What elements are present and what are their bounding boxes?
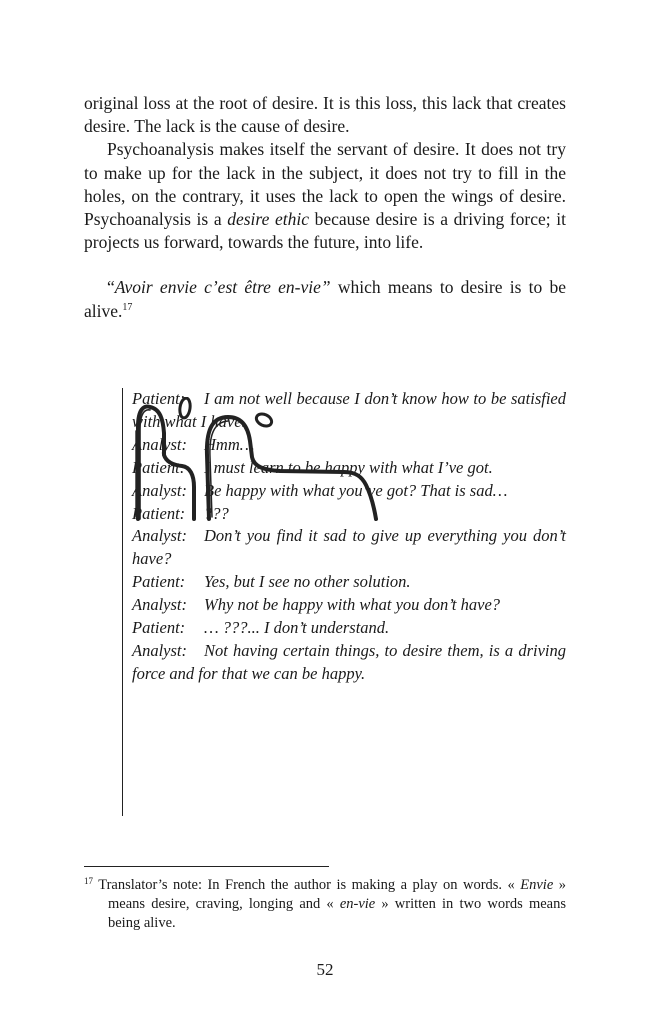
dialogue-speaker: Patient: bbox=[132, 503, 186, 523]
dialogue-text: Not having certain things, to desire them, is a driving force and for that we can be happy. bbox=[132, 640, 566, 683]
dialogue-speaker: Patient: bbox=[132, 457, 186, 477]
figure-analyst-body bbox=[207, 417, 376, 519]
dialogue-speaker: Patient: bbox=[132, 389, 186, 408]
footnote-term-envie: Envie bbox=[520, 877, 554, 893]
dialogue-line bbox=[132, 617, 566, 640]
footnote-17 bbox=[84, 876, 566, 933]
dialogue-text: I am not well because I don’t know how to be satisfied with what I have. bbox=[132, 389, 566, 431]
paragraph-2-text-a: Psychoanalysis makes itself the servant of desire. It does not try to make up for the lack in the subject, it does not try to fill in the holes, on the contrary, it uses the lack to open the wings of desire. Psychoanalysis is a bbox=[84, 139, 566, 230]
dialogue-line bbox=[132, 594, 566, 617]
footnote-text-a: Translator’s note: In French the author is making a play on words. « bbox=[93, 877, 521, 893]
footnote-text-c: » written in two words means being alive. bbox=[108, 896, 566, 931]
figure-patient-body bbox=[138, 407, 194, 519]
quote-french: Avoir envie c’est être en-vie” bbox=[114, 277, 331, 298]
footnote-rule bbox=[84, 866, 329, 867]
footnote-ref-17[interactable]: 17 bbox=[122, 301, 133, 313]
dialogue-line bbox=[132, 525, 566, 571]
dialogue-speaker: Analyst: bbox=[132, 480, 187, 500]
footnote-text-b: » means desire, craving, longing and « bbox=[108, 877, 567, 912]
dialogue-line bbox=[132, 571, 566, 594]
dialogue-text: Yes, but I see no other solution. bbox=[204, 572, 411, 592]
paragraph-2 bbox=[84, 138, 566, 254]
quote-open-mark: “ bbox=[107, 277, 115, 298]
dialogue-text: … ???... I don’t understand. bbox=[204, 618, 390, 638]
paragraph-1: original loss at the root of desire. It is this loss, this lack that creates desire. The lack is the cause of desire. bbox=[84, 93, 566, 137]
dialogue-text: Don’t you find it sad to give up everything you don’t have? bbox=[132, 526, 566, 569]
dialogue-text: Hmm… bbox=[204, 434, 255, 454]
quote-translation: which means to desire is to be alive. bbox=[84, 277, 566, 321]
footnote-term-en-vie: en-vie bbox=[339, 896, 376, 912]
dialogue-speaker: Analyst: bbox=[132, 640, 187, 660]
dialogue-line bbox=[132, 640, 566, 686]
dialogue-speaker: Patient: bbox=[132, 572, 186, 592]
dialogue-text: ??? bbox=[204, 503, 229, 523]
dialogue-text: Why not be happy with what you don’t have? bbox=[204, 595, 501, 615]
quote-paragraph bbox=[84, 276, 566, 322]
dialogue-speaker: Analyst: bbox=[132, 434, 187, 454]
figure-analyst-head bbox=[254, 412, 273, 429]
footnote-number: 17 bbox=[84, 876, 93, 886]
dialogue-text: I must learn to be happy with what I’ve got. bbox=[204, 457, 493, 477]
page-body bbox=[84, 92, 566, 683]
paragraph-2-emphasis: desire ethic bbox=[227, 209, 309, 230]
figure-patient-head bbox=[179, 397, 192, 418]
dialogue-speaker: Analyst: bbox=[132, 595, 187, 615]
dialogue-text: Be happy with what you’ve got? That is sad… bbox=[204, 480, 508, 500]
dialogue-speaker: Analyst: bbox=[132, 526, 187, 546]
paragraph-2-text-b: because desire is a driving force; it projects us forward, towards the future, into life. bbox=[84, 209, 566, 253]
dialogue-speaker: Patient: bbox=[132, 618, 186, 638]
couch-drawing bbox=[94, 397, 384, 522]
page-number: 52 bbox=[316, 960, 334, 979]
